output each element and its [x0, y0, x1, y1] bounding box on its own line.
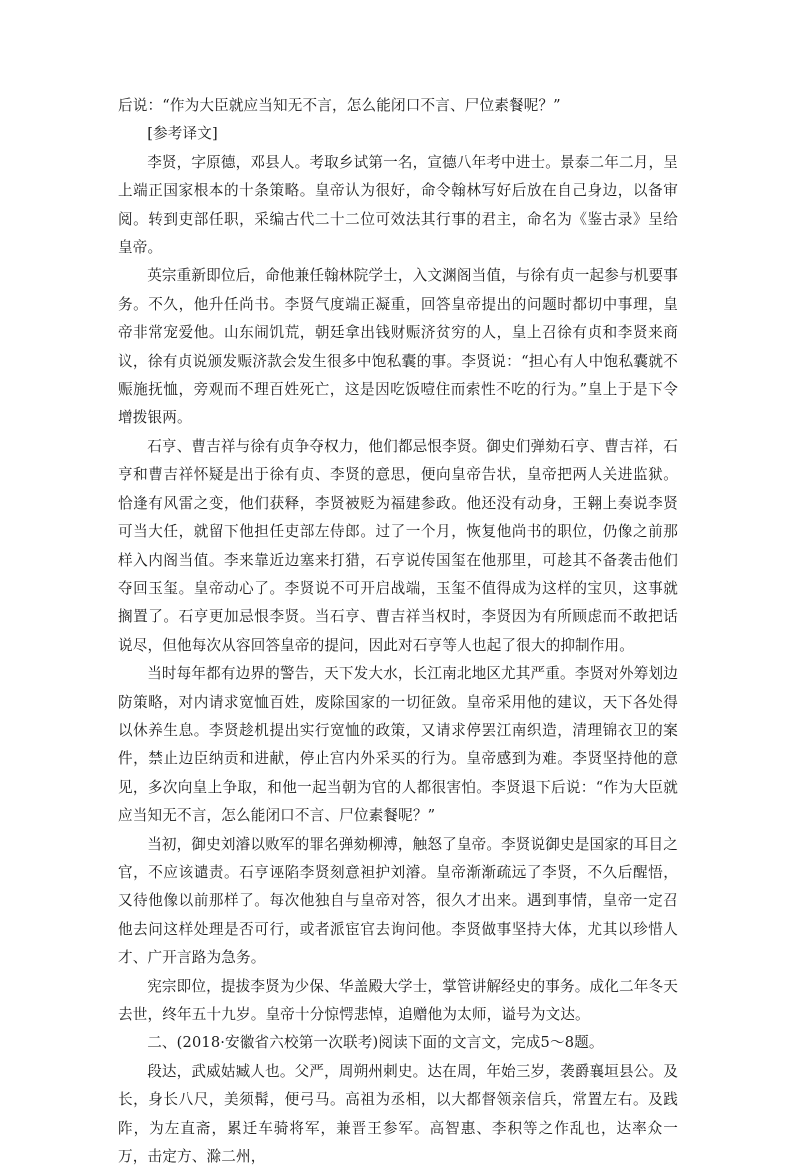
paragraph-continuation: 后说：“作为大臣就应当知无不言，怎么能闭口不言、尸位素餐呢？”: [118, 97, 561, 114]
paragraph-li-xian-intro: 李贤，字原德，邓县人。考取乡试第一名，宣德八年考中进士。景泰二年二月，呈上端正国家根本的十条策略。皇帝认为很好，命令翰林写好后放在自己身边，以备审阅。转到吏部任职，采编古代二十二位可效法其行事的君主，命名为《鉴古录》呈给皇帝。: [118, 153, 678, 257]
paragraph-yingzong-reign: 英宗重新即位后，命他兼任翰林院学士，入文渊阁当值，与徐有贞一起参与机要事务。不久，他升任尚书。李贤气度端正凝重，回答皇帝提出的问题时都切中事理，皇帝非常宠爱他。山东闹饥荒，朝廷拿出钱财赈济贫穷的人，皇上召徐有贞和李贤来商议，徐有贞说颁发赈济款会发生很多中饱私囊的事。李贤说：“担心有人中饱私囊就不赈施抚恤，旁观而不理百姓死亡，这是因吃饭噎住而索性不吃的行为。”皇上于是下令增拨银两。: [118, 267, 678, 427]
paragraph-liu-jun-case: 当初，御史刘濬以败军的罪名弹劾柳溥，触怒了皇帝。李贤说御史是国家的耳目之官，不应该谴责。石亨诬陷李贤刻意袒护刘濬。皇帝渐渐疏远了李贤，不久后醒悟，又待他像以前那样了。每次他独自与皇帝对答，很久才出来。遇到事情，皇帝一定召他去问这样处理是否可行，或者派宦官去询问他。李贤做事坚持大体，尤其以珍惜人才、广开言路为急务。: [118, 835, 678, 967]
question-section-heading: 二、(2018·安徽省六校第一次联考)阅读下面的文言文，完成5～8题。: [147, 1034, 604, 1052]
reference-translation-heading: [参考译文]: [147, 125, 218, 143]
paragraph-shi-heng-conflict: 石亨、曹吉祥与徐有贞争夺权力，他们都忌恨李贤。御史们弹劾石亨、曹吉祥，石亨和曹吉祥怀疑是出于徐有贞、李贤的意思，便向皇帝告状，皇帝把两人关进监狱。恰逢有风雷之变，他们获释，李贤被贬为福建参政。他还没有动身，王翱上奏说李贤可当大任，就留下他担任吏部左侍郎。过了一个月，恢复他尚书的职位，仍像之前那样入内阁当值。李来靠近边塞来打猎，石亨说传国玺在他那里，可趁其不备袭击他们夺回玉玺。皇帝动心了。李贤说不可开启战端，玉玺不值得成为这样的宝贝，这事就搁置了。石亨更加忌恨李贤。当石亨、曹吉祥当权时，李贤因为有所顾虑而不敢把话说尽，但他每次从容回答皇帝的提问，因此对石亨等人也起了很大的抑制作用。: [118, 437, 678, 654]
document-page: [118, 92, 678, 1171]
paragraph-duan-da-text: 段达，武威姑臧人也。父严，周朔州刺史。达在周，年始三岁，袭爵襄垣县公。及长，身长八尺，美须髯，便弓马。高祖为丞相，以大都督领亲信兵，常置左右。及践阼，为左直斋，累迁车骑将军，兼晋王参军。高智惠、李积等之作乱也，达率众一万，击定方、滁二州，: [118, 1062, 678, 1166]
paragraph-xianzong-death: 宪宗即位，提拔李贤为少保、华盖殿大学士，掌管讲解经史的事务。成化二年冬天去世，终年五十九岁。皇帝十分惊愕悲悼，追赠他为太师，谥号为文达。: [118, 977, 678, 1023]
paragraph-border-policy: 当时每年都有边界的警告，天下发大水，长江南北地区尤其严重。李贤对外筹划边防策略，对内请求宽恤百姓，废除国家的一切征敛。皇帝采用他的建议，天下各处得以休养生息。李贤趁机提出实行宽恤的政策，又请求停罢江南织造，清理锦衣卫的案件，禁止边臣纳贡和进献，停止宫内外采买的行为。皇帝感到为难。李贤坚持他的意见，多次向皇上争取，和他一起当朝为官的人都很害怕。李贤退下后说：“作为大臣就应当知无不言，怎么能闭口不言、尸位素餐呢？”: [118, 665, 678, 825]
